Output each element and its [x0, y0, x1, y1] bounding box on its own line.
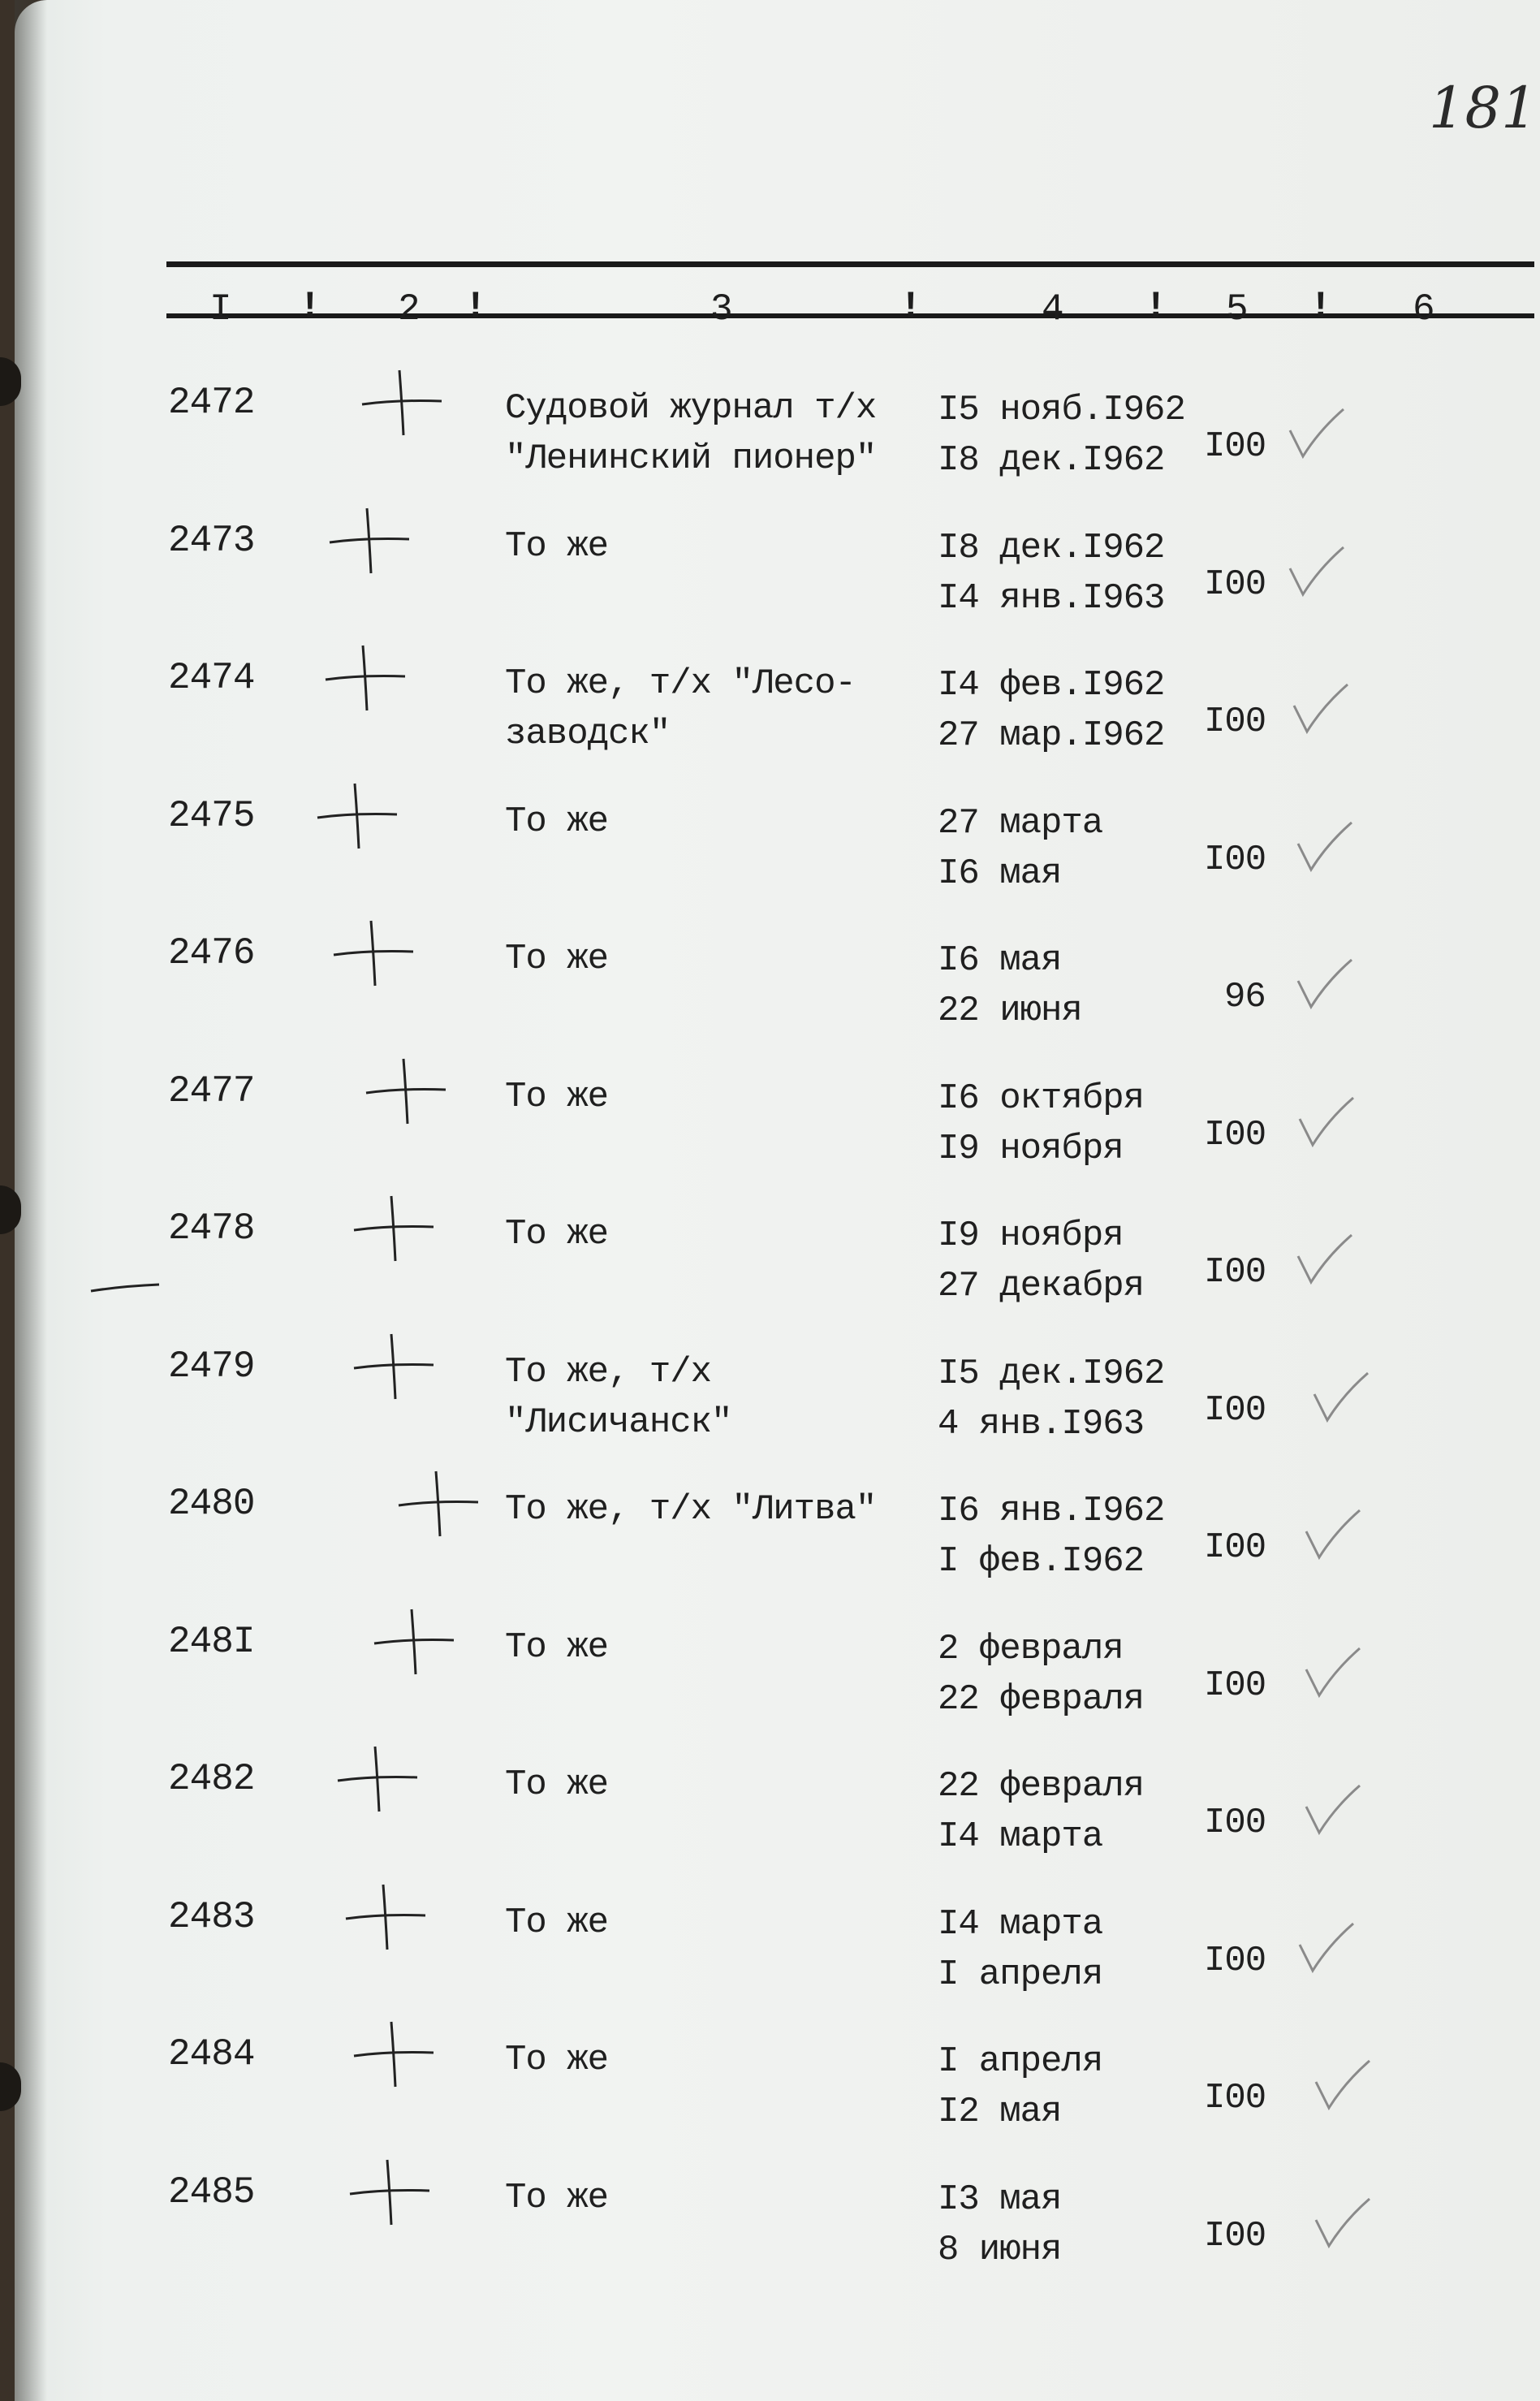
- record-date: I4 фев.I962: [938, 665, 1165, 706]
- column-separator: !: [299, 286, 321, 328]
- record-title: То же: [505, 1214, 609, 1254]
- cross-mark-icon: [361, 1054, 451, 1131]
- record-date: I4 марта: [938, 1903, 1103, 1945]
- record-number: 2480: [168, 1483, 255, 1525]
- record-title: То же: [505, 1626, 609, 1668]
- check-mark-icon: [1291, 681, 1356, 742]
- record-number: 2472: [168, 382, 255, 424]
- record-title: Судовой журнал т/х: [505, 388, 877, 429]
- record-date: I5 дек.I962: [938, 1353, 1165, 1394]
- record-date: 22 февраля: [938, 1766, 1145, 1807]
- record-title: То же: [505, 525, 609, 567]
- record-number: 2476: [168, 932, 255, 974]
- cross-mark-icon: [329, 916, 418, 993]
- record-title: То же, т/х: [505, 1351, 712, 1393]
- record-title: То же: [505, 1764, 609, 1805]
- record-sheet-count: I00: [1204, 1665, 1266, 1706]
- column-separator: !: [1145, 286, 1167, 328]
- record-date: I5 нояб.I962: [938, 390, 1185, 430]
- record-number: 2477: [168, 1069, 255, 1112]
- record-title: То же, т/х "Литва": [505, 1489, 877, 1530]
- record-number: 2474: [168, 657, 255, 699]
- record-date: I6 октября: [938, 1077, 1145, 1119]
- record-title: заводск": [505, 714, 671, 754]
- record-title: То же, т/х "Лесо-: [505, 663, 856, 704]
- record-title: То же: [505, 2177, 609, 2218]
- cross-mark-icon: [313, 779, 402, 856]
- check-mark-icon: [1296, 1920, 1361, 1981]
- record-number: 2484: [168, 2033, 255, 2075]
- column-separator: !: [899, 286, 922, 328]
- record-sheet-count: I00: [1204, 1389, 1266, 1431]
- cross-mark-icon: [357, 365, 446, 443]
- record-title: "Ленинский пионер": [505, 438, 877, 479]
- cross-mark-icon: [369, 1604, 459, 1682]
- record-title: То же: [505, 801, 609, 842]
- check-mark-icon: [1303, 1782, 1368, 1843]
- cross-mark-icon: [394, 1466, 483, 1544]
- check-mark-icon: [1311, 1370, 1376, 1431]
- page-number: 181: [1429, 75, 1538, 141]
- record-number: 2482: [168, 1758, 255, 1800]
- record-sheet-count: I00: [1204, 839, 1266, 880]
- margin-dash-mark: [89, 1281, 162, 1302]
- check-mark-icon: [1287, 544, 1352, 605]
- check-mark-icon: [1303, 1507, 1368, 1568]
- check-mark-icon: [1296, 1095, 1361, 1155]
- record-date: I4 марта: [938, 1816, 1103, 1857]
- record-number: 2483: [168, 1895, 255, 1938]
- check-mark-icon: [1313, 2196, 1378, 2256]
- record-date: I6 янв.I962: [938, 1491, 1165, 1531]
- record-date: I8 дек.I962: [938, 527, 1165, 568]
- header-rule-top: [166, 261, 1534, 267]
- record-number: 2479: [168, 1345, 255, 1388]
- cross-mark-icon: [349, 1329, 438, 1406]
- record-date: I2 мая: [938, 2092, 1062, 2132]
- record-sheet-count: 96: [1224, 977, 1266, 1017]
- record-date: I9 ноября: [938, 1128, 1124, 1169]
- record-number: 2473: [168, 519, 255, 562]
- record-title: То же: [505, 939, 609, 979]
- record-date: I4 янв.I963: [938, 577, 1165, 619]
- record-date: I6 мая: [938, 853, 1062, 894]
- record-sheet-count: I00: [1204, 702, 1266, 742]
- record-date: 27 марта: [938, 802, 1103, 844]
- record-date: 4 янв.I963: [938, 1403, 1145, 1444]
- record-title: "Лисичанск": [505, 1401, 732, 1443]
- record-date: 2 февраля: [938, 1628, 1124, 1669]
- record-sheet-count: I00: [1204, 426, 1266, 467]
- record-date: I фев.I962: [938, 1541, 1145, 1582]
- record-title: То же: [505, 1902, 609, 1943]
- record-sheet-count: I00: [1204, 564, 1266, 605]
- record-date: 27 мар.I962: [938, 715, 1165, 756]
- cross-mark-icon: [349, 2017, 438, 2094]
- column-header-5: 5: [1226, 288, 1249, 330]
- record-date: I апреля: [938, 1954, 1103, 1995]
- record-sheet-count: I00: [1204, 1252, 1266, 1293]
- cross-mark-icon: [341, 1880, 430, 1957]
- column-separator: !: [1309, 286, 1332, 328]
- record-date: I3 мая: [938, 2179, 1062, 2220]
- check-mark-icon: [1295, 819, 1360, 880]
- record-title: То же: [505, 2040, 609, 2080]
- record-date: I6 мая: [938, 940, 1062, 981]
- check-mark-icon: [1295, 957, 1360, 1017]
- cross-mark-icon: [333, 1742, 422, 1819]
- record-sheet-count: I00: [1204, 2215, 1266, 2256]
- record-date: I8 дек.I962: [938, 440, 1165, 481]
- record-date: 27 декабря: [938, 1266, 1145, 1306]
- record-date: I апреля: [938, 2041, 1103, 2082]
- column-separator: !: [464, 286, 487, 328]
- record-sheet-count: I00: [1204, 1114, 1266, 1155]
- check-mark-icon: [1287, 406, 1352, 467]
- check-mark-icon: [1303, 1645, 1368, 1706]
- record-date: 22 февраля: [938, 1678, 1145, 1720]
- record-sheet-count: I00: [1204, 1527, 1266, 1568]
- record-date: 8 июня: [938, 2229, 1062, 2270]
- column-header-2: 2: [398, 288, 421, 330]
- check-mark-icon: [1313, 2058, 1378, 2118]
- cross-mark-icon: [321, 641, 410, 718]
- record-sheet-count: I00: [1204, 1940, 1266, 1981]
- cross-mark-icon: [325, 503, 414, 581]
- record-date: I9 ноября: [938, 1216, 1124, 1256]
- record-number: 2478: [168, 1207, 255, 1250]
- record-sheet-count: I00: [1204, 1803, 1266, 1843]
- column-header-1: I: [209, 288, 232, 330]
- cross-mark-icon: [349, 1191, 438, 1268]
- column-header-6: 6: [1413, 288, 1435, 330]
- column-header-4: 4: [1042, 288, 1064, 330]
- record-number: 2485: [168, 2170, 255, 2213]
- record-title: То же: [505, 1076, 609, 1117]
- record-number: 248I: [168, 1620, 255, 1663]
- cross-mark-icon: [345, 2155, 434, 2232]
- record-number: 2475: [168, 794, 255, 837]
- record-date: 22 июня: [938, 991, 1082, 1031]
- check-mark-icon: [1295, 1232, 1360, 1293]
- column-header-3: 3: [710, 288, 733, 330]
- record-sheet-count: I00: [1204, 2078, 1266, 2118]
